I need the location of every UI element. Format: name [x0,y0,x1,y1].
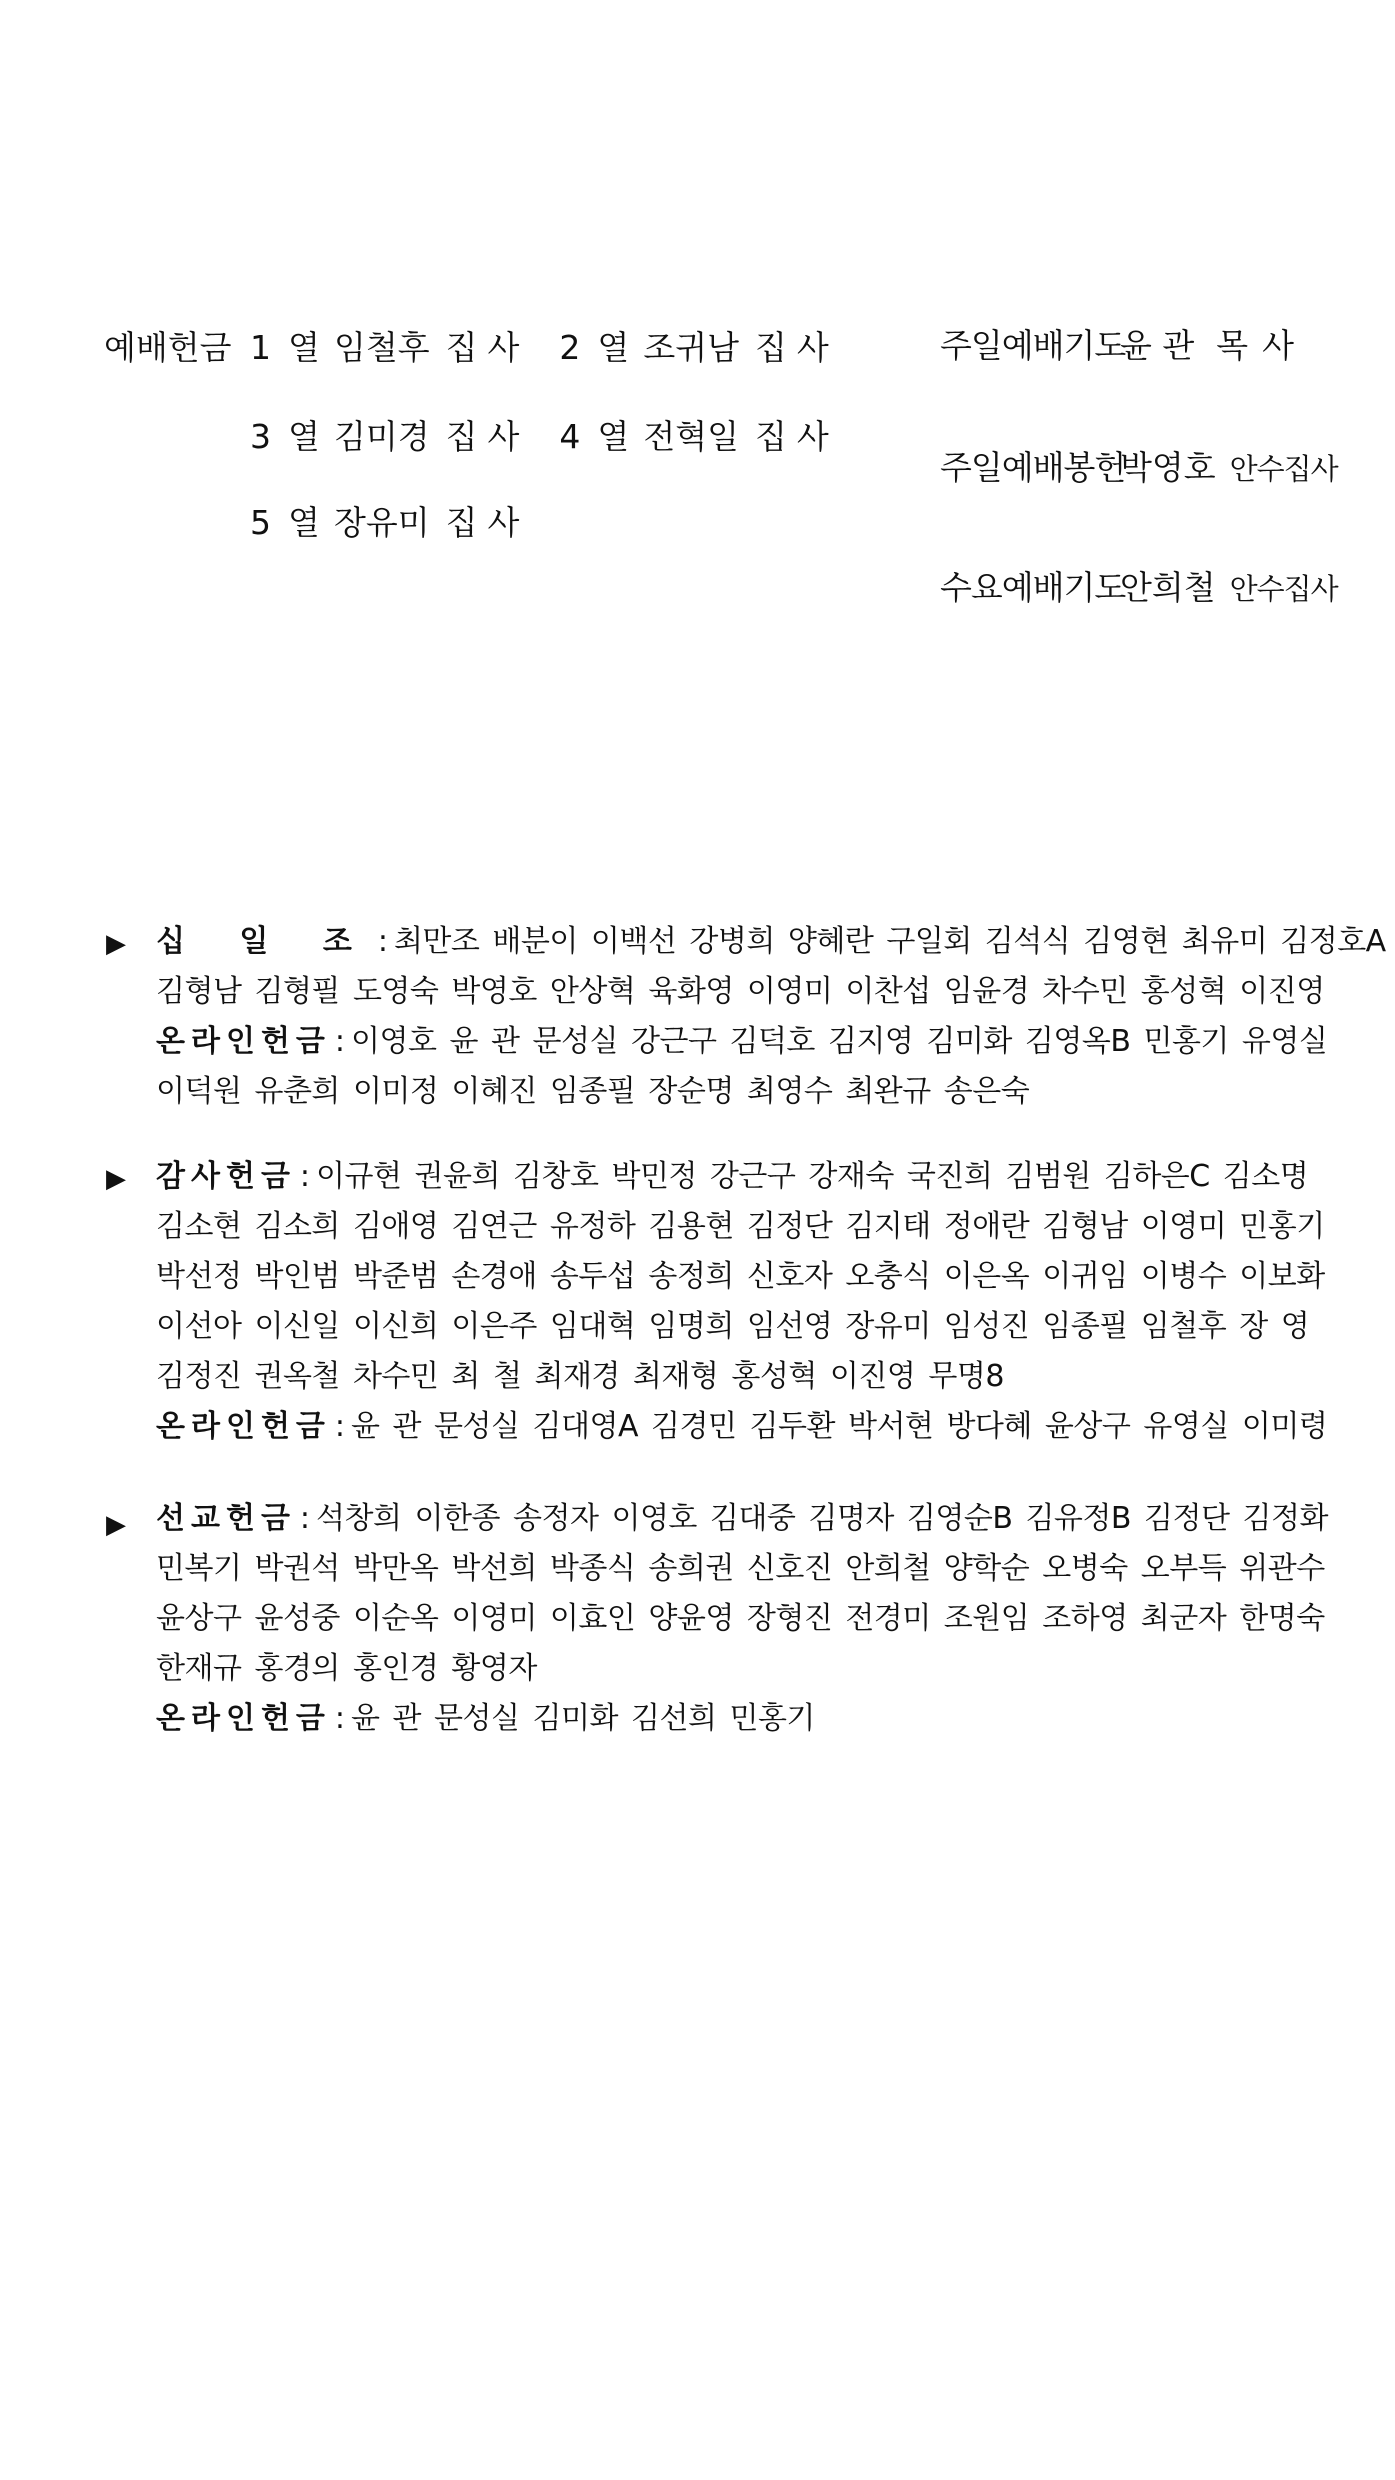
name-list: 윤상구 윤성중 이순옥 이영미 이효인 양윤영 장형진 전경미 조원임 조하영 최군자 한명숙 [156,1601,1325,1636]
name-list: 최만조 배분이 이백선 강병희 양혜란 구일회 김석식 김영현 최유미 김정호A [393,924,1386,959]
section-tithe [106,917,1386,1117]
offering-row-2 [104,411,839,458]
row-unit: 열 [597,417,630,456]
category-label: 감사헌금 [156,1159,296,1194]
row-number: 4 [559,417,581,456]
name-line [108,1252,1325,1302]
name-list: 김소현 김소희 김애영 김연근 유정하 김용현 김정단 김지태 정애란 김형남 이영미 민홍기 [156,1209,1325,1244]
row-number: 1 [250,328,271,367]
online-label: 온라인헌금 [156,1409,331,1444]
prayer-role: 수요예배기도 [940,568,1126,607]
name-list: 민복기 박권석 박만옥 박선희 박종식 송희권 신호진 안희철 양학순 오병숙 오부득 위관수 [156,1551,1325,1586]
offering-item [250,497,529,544]
section-thanksgiving [106,1152,1328,1452]
usher-name: 전혁일 [643,417,740,456]
section-header-line [108,917,1386,967]
usher-name: 조귀남 [643,328,740,367]
name-list: 석창희 이한종 송정자 이영호 김대중 김명자 김영순B 김유정B 김정단 김정화 [316,1501,1328,1536]
category-label: 선교헌금 [156,1501,296,1536]
colon: : [377,924,388,959]
row-unit: 열 [597,328,630,367]
name-list: 윤 관 문성실 김미화 김선희 민홍기 [351,1701,815,1736]
name-list: 이규현 권윤희 김창호 박민정 강근구 강재숙 국진희 김범원 김하은C 김소명 [316,1159,1309,1194]
offering-item [559,322,838,369]
name-list: 이선아 이신일 이신희 이은주 임대혁 임명희 임선영 장유미 임성진 임종필 임철후 장 영 [156,1309,1310,1344]
arrow-icon: ▶ [106,1510,126,1540]
offering-item [250,322,529,369]
name-line [108,1067,1288,1117]
prayer-title: 안수집사 [1229,452,1338,486]
colon: : [334,1701,346,1736]
prayer-title: 목사 [1216,326,1309,365]
prayer-role: 주일예배기도 [940,326,1126,365]
usher-title: 집사 [445,417,530,456]
offering-item [559,411,838,458]
row-number: 2 [559,328,581,367]
name-line [108,967,1325,1017]
prayer-name: 윤 관 [1120,326,1195,365]
name-list: 윤 관 문성실 김대영A 김경민 김두환 박서현 방다혜 윤상구 유영실 이미령 [351,1409,1328,1444]
name-line [108,1352,1288,1402]
prayer-name: 안희철 [1120,568,1216,607]
usher-title: 집사 [445,328,530,367]
name-list: 김정진 권옥철 차수민 최 철 최재경 최재형 홍성혁 이진영 무명8 [156,1359,1004,1394]
prayer-row-sunday-prayer [940,320,1308,367]
colon: : [334,1024,346,1059]
usher-title: 집사 [755,328,839,367]
prayer-title: 안수집사 [1229,572,1338,606]
usher-title: 집사 [445,503,530,542]
section-header-line [108,1494,1328,1544]
arrow-icon: ▶ [106,1164,126,1194]
section-header-line [108,1152,1309,1202]
row-unit: 열 [288,328,320,367]
online-label: 온라인헌금 [156,1024,331,1059]
row-number: 5 [250,503,271,542]
name-line [108,1544,1325,1594]
row-unit: 열 [288,503,320,542]
usher-name: 장유미 [334,503,430,542]
row-unit: 열 [288,417,320,456]
prayer-name: 박영호 [1120,448,1216,487]
section-mission [106,1494,1328,1744]
online-line [108,1017,1328,1067]
online-line [108,1694,1288,1744]
row-number: 3 [250,417,271,456]
name-line [108,1202,1325,1252]
prayer-row-wednesday-prayer [940,562,1338,609]
offering-label: 예배헌금 [104,328,232,367]
arrow-icon: ▶ [106,929,126,959]
name-list: 이영호 윤 관 문성실 강근구 김덕호 김지영 김미화 김영옥B 민홍기 유영실 [351,1024,1328,1059]
name-list: 이덕원 유춘희 이미정 이혜진 임종필 장순명 최영수 최완규 송은숙 [156,1074,1030,1109]
usher-title: 집사 [755,417,839,456]
colon: : [299,1159,311,1194]
name-line [108,1302,1310,1352]
prayer-role: 주일예배봉헌 [940,448,1126,487]
offering-row-1 [104,322,839,369]
category-label: 십 일 조 [156,924,374,959]
offering-row-3 [104,497,529,544]
colon: : [299,1501,311,1536]
usher-name: 임철후 [334,328,430,367]
colon: : [334,1409,346,1444]
name-list: 박선정 박인범 박준범 손경애 송두섭 송정희 신호자 오충식 이은옥 이귀임 이병수 이보화 [156,1259,1325,1294]
online-label: 온라인헌금 [156,1701,331,1736]
online-line [108,1402,1328,1452]
name-line [108,1594,1325,1644]
name-line [108,1644,1288,1694]
offering-item [250,411,529,458]
prayer-row-sunday-offering [940,442,1338,489]
usher-name: 김미경 [334,417,430,456]
name-list: 한재규 홍경의 홍인경 황영자 [156,1651,537,1686]
name-list: 김형남 김형필 도영숙 박영호 안상혁 육화영 이영미 이찬섭 임윤경 차수민 홍성혁 이진영 [156,974,1325,1009]
